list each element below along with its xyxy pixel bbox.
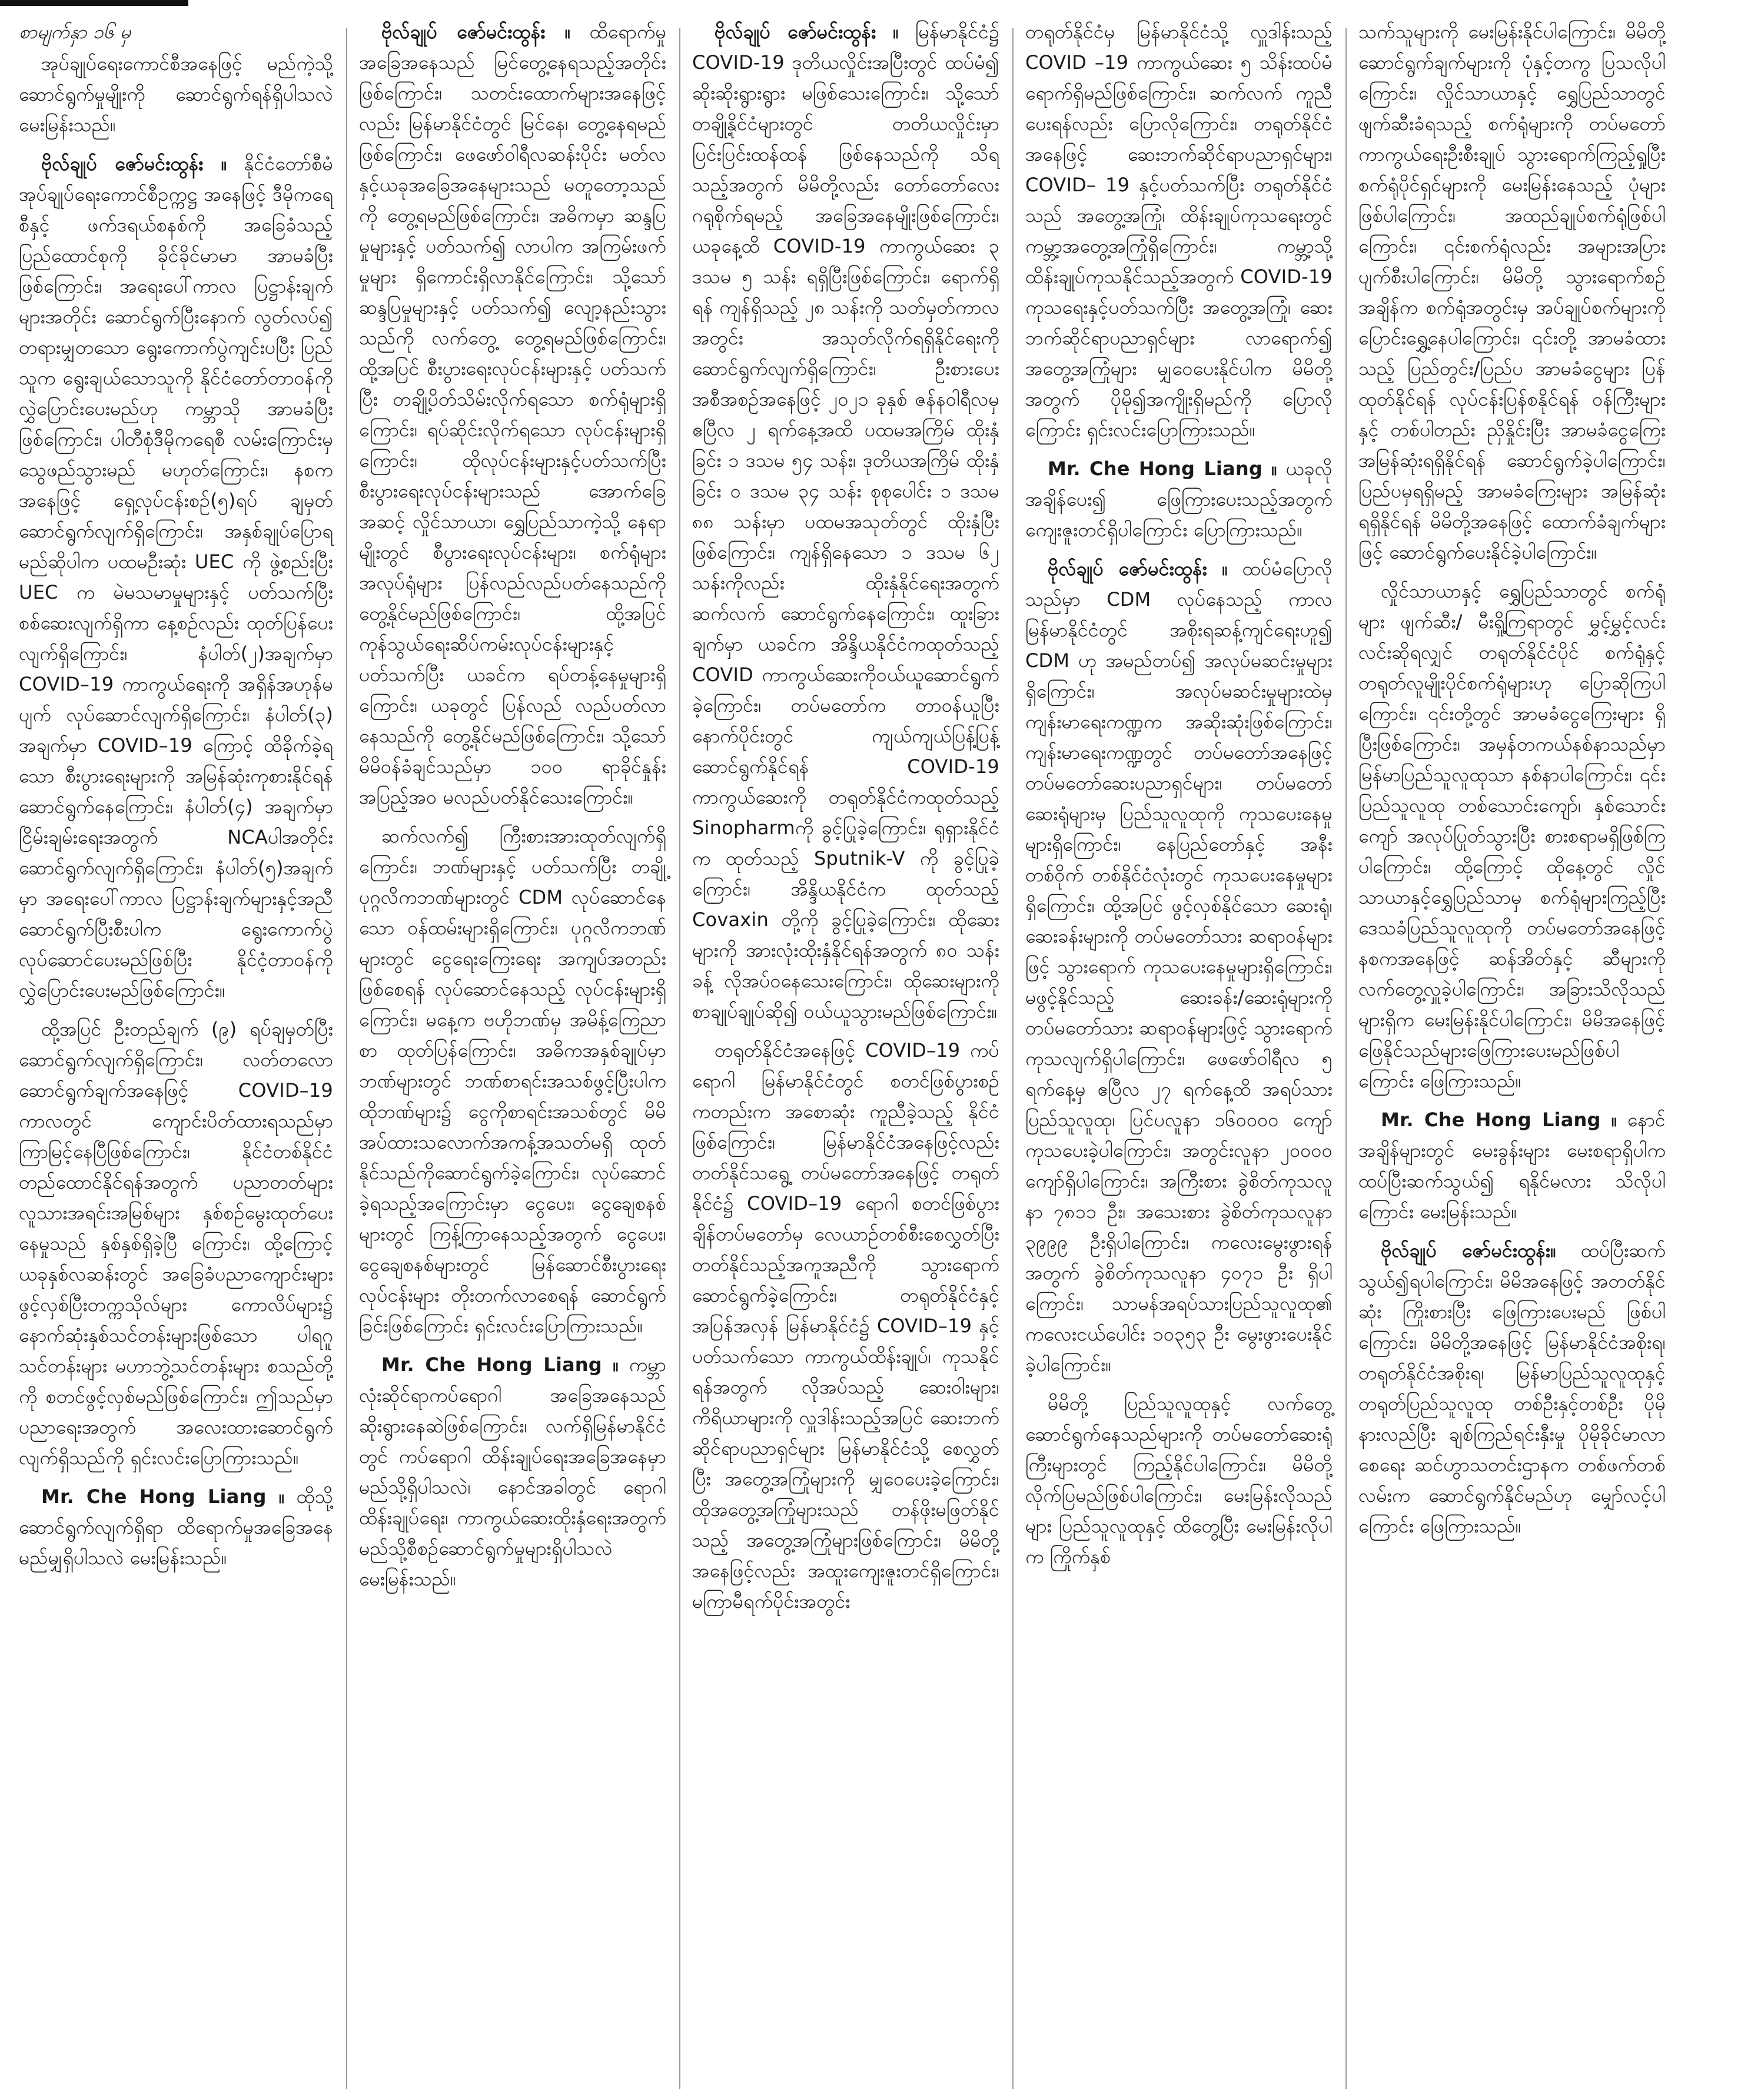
speaker-name: ဗိုလ်ချုပ် ဇော်မင်းထွန်း ။ [41, 152, 227, 175]
paragraph-text: ကမ္ဘာလုံးဆိုင်ရာကပ်ရောဂါ အခြေအနေသည် ဆိုးရွားနေဆဲဖြစ်ကြောင်း၊ လက်ရှိမြန်မာနိုင်ငံတွင် ကပ်ရောဂါ ထိန်းချုပ်ရေးအခြေအနေမှာ မည်သို့ရှိပါသလဲ၊ နောင်အခါတွင် ရောဂါထိန်းချုပ်ရေး၊ ကာကွယ်ဆေးထိုးနှံရေးအတွက် မည်သို့စီစဉ်ဆောင်ရွက်မှုများရှိပါသလဲ မေးမြန်းသည်။ [359, 1353, 666, 1590]
continued-from-label: စာမျက်နှာ ၁၆ မှ [19, 21, 131, 43]
speaker-name: ဗိုလ်ချုပ် ဇော်မင်းထွန်း ။ [715, 21, 899, 43]
article-paragraph [1025, 453, 1333, 545]
paragraph-text: ထိုသို့ ဆောင်ရွက်လျက်ရှိရာ ထိရောက်မှုအခြေအနေမည်မျှရှိပါသလဲ မေးမြန်းသည်။ [19, 1485, 334, 1569]
speaker-name: ဗိုလ်ချုပ် ဇော်မင်းထွန်း။ [1381, 1239, 1556, 1262]
article-paragraph [692, 1035, 999, 1617]
top-rule [0, 0, 188, 6]
article-paragraph [692, 16, 999, 1027]
article-paragraph [359, 16, 666, 812]
article-paragraph [1025, 1388, 1333, 1572]
article-paragraph [1358, 1104, 1666, 1227]
paragraph-text: သက်သူများကို မေးမြန်းနိုင်ပါကြောင်း၊ မိမိတို့ဆောင်ရွက်ချက်များကို ပုံနှင့်တကွ ပြသလိုပါကြောင်း၊ လှိုင်သာယာနှင့် ရွှေပြည်သာတွင် ဖျက်ဆီးခံရသည့် စက်ရုံများကို တပ်မတော်ကာကွယ်ရေးဦးစီးချုပ် သွားရောက်ကြည့်ရှုပြီး စက်ရုံပိုင်ရှင်များကို မေးမြန်းနေသည့် ပုံများဖြစ်ပါကြောင်း၊ အထည်ချုပ်စက်ရုံဖြစ်ပါကြောင်း၊ ၎င်းစက်ရုံလည်း အများအပြားပျက်စီးပါကြောင်း၊ မိမိတို့ သွားရောက်စဉ်အချိန်က စက်ရုံအတွင်းမှ အပ်ချုပ်စက်များကို ပြောင်းရွှေ့နေပါကြောင်း၊ ၎င်းတို့ အာမခံထားသည့် ပြည်တွင်း/ပြည်ပ အာမခံငွေများ ပြန်ထုတ်နိုင်ရန် လုပ်ငန်းပြန်စနိုင်ရန် ဝန်ကြီးများနှင့် တစ်ပါတည်း ညှိနှိုင်းပြီး အာမခံငွေကြေး အမြန်ဆုံးရရှိနိုင်ရန် ဆောင်ရွက်ခဲ့ပါကြောင်း၊ ပြည်ပမှရရှိမည့် အာမခံကြေးများ အမြန်ဆုံးရရှိနိုင်ရန် မိမိတို့အနေဖြင့် ထောက်ခံချက်များဖြင့် ဆောင်ရွက်ပေးနိုင်ခဲ့ပါကြောင်း။ [1358, 21, 1666, 563]
article-paragraph [1358, 1235, 1666, 1541]
speaker-name: Mr. Che Hong Liang ။ [381, 1353, 619, 1376]
column-3 [679, 16, 1012, 2089]
paragraph-text: နောင်အချိန်များတွင် မေးခွန်းများ မေးစရာရှိပါက ထပ်ပြီးဆက်သွယ်၍ ရနိုင်မလား သိလိုပါကြောင်း မေးမြန်းသည်။ [1358, 1109, 1666, 1223]
column-2 [346, 16, 679, 2089]
article-paragraph [1025, 553, 1333, 1380]
speaker-name: Mr. Che Hong Liang ။ [41, 1485, 285, 1508]
paragraph-text: ထိရောက်မှုအခြေအနေသည် မြင်တွေ့နေရသည့်အတိုင်းဖြစ်ကြောင်း၊ သတင်းထောက်များအနေဖြင့်လည်း မြန်မာနိုင်ငံတွင် မြင်နေ၊ တွေ့နေရမည်ဖြစ်ကြောင်း၊ ဖေဖော်ဝါရီလဆန်းပိုင်း မတ်လနှင့်ယခုအခြေအနေများသည် မတူတော့သည်ကို တွေ့ရမည်ဖြစ်ကြောင်း၊ အဓိကမှာ ဆန္ဒပြမှုများနှင့် ပတ်သက်၍ လာပါက အကြမ်းဖက်မှုများ ရှိကောင်းရှိလာနိုင်ကြောင်း၊ သို့သော် ဆန္ဒပြမှုများနှင့် ပတ်သက်၍ လျော့နည်းသွားသည်ကို လက်တွေ့ တွေ့ရမည်ဖြစ်ကြောင်း၊ ထို့အပြင် စီးပွားရေးလုပ်ငန်းများနှင့် ပတ်သက်ပြီး တချို့ပိတ်သိမ်းလိုက်ရသော စက်ရုံများရှိကြောင်း၊ ရပ်ဆိုင်းလိုက်ရသော လုပ်ငန်းများရှိကြောင်း၊ ထိုလုပ်ငန်းများနှင့်ပတ်သက်ပြီး စီးပွားရေးလုပ်ငန်းများသည် အောက်ခြေအဆင့် လှိုင်သာယာ၊ ရွှေပြည်သာကဲ့သို့ နေရာမျိုးတွင် စီပွားရေးလုပ်ငန်းများ၊ စက်ရုံများ အလုပ်ရုံများ ပြန်လည်လည်ပတ်နေသည်ကို တွေ့နိုင်မည်ဖြစ်ကြောင်း၊ ထို့အပြင် ကုန်သွယ်ရေးဆိပ်ကမ်းလုပ်ငန်းများနှင့် ပတ်သက်ပြီး ယခင်က ရပ်တန့်နေမှုများရှိကြောင်း၊ ယခုတွင် ပြန်လည် လည်ပတ်လာနေသည်ကို တွေ့နိုင်မည်ဖြစ်ကြောင်း၊ သို့သော် မိမိဝန်ခံချင်သည်မှာ ၁၀၀ ရာခိုင်နှုန်း အပြည့်အဝ မလည်ပတ်နိုင်သေးကြောင်း။ [359, 21, 666, 808]
article-paragraph [19, 148, 333, 1006]
article-paragraph [359, 821, 666, 1341]
speaker-name: ဗိုလ်ချုပ် ဇော်မင်းထွန်း ။ [381, 21, 571, 43]
paragraph-text: ထပ်ပြီးဆက်သွယ်၍ရပါကြောင်း၊ မိမိအနေဖြင့် အတတ်နိုင်ဆုံး ကြိုးစားပြီး ဖြေကြားပေးမည် ဖြစ်ပါကြောင်း၊ မိမိတို့အနေဖြင့် မြန်မာနိုင်ငံအစိုးရ၊ တရုတ်နိုင်ငံအစိုးရ၊ မြန်မာပြည်သူလူထုနှင့် တရုတ်ပြည်သူလူထု တစ်ဦးနှင့်တစ်ဦး ပိုမိုနားလည်ပြီး ချစ်ကြည်ရင်းနှီးမှု ပိုမိုခိုင်မာလာစေရေး ဆင်ဟွာသတင်းဌာနက တစ်ဖက်တစ်လမ်းက ဆောင်ရွက်နိုင်မည်ဟု မျှော်လင့်ပါကြောင်း ဖြေကြားသည်။ [1358, 1239, 1666, 1537]
article-paragraph [359, 1349, 666, 1594]
article-paragraph [1358, 576, 1666, 1096]
paragraph-text: ထပ်မံပြောလိုသည်မှာ CDM လုပ်နေသည့် ကာလ မြန်မာနိုင်ငံတွင် အစိုးရဆန့်ကျင်ရေးဟူ၍ CDM ဟု အမည်တပ်၍ အလုပ်မဆင်းမှုများရှိကြောင်း၊ အလုပ်မဆင်းမှုများထဲမှ ကျန်းမာရေးကဏ္ဍက အဆိုးဆုံးဖြစ်ကြောင်း၊ ကျန်းမာရေးကဏ္ဍတွင် တပ်မတော်အနေဖြင့် တပ်မတော်ဆေးပညာရှင်များ၊ တပ်မတော်ဆေးရုံများမှ ပြည်သူလူထုကို ကုသပေးနေမှုများရှိကြောင်း၊ နေပြည်တော်နှင့် အနီးတစ်ဝိုက် တစ်နိုင်ငံလုံးတွင် ကုသပေးနေမှုများရှိကြောင်း၊ ထို့အပြင် ဖွင့်လှစ်နိုင်သော ဆေးရုံ၊ ဆေးခန်းများကို တပ်မတော်သား ဆရာဝန်များဖြင့် သွားရောက် ကုသပေးနေမှုများရှိကြောင်း၊ မဖွင့်နိုင်သည့် ဆေးခန်း/ဆေးရုံများကို တပ်မတော်သား ဆရာဝန်များဖြင့် သွားရောက်ကုသလျက်ရှိပါကြောင်း၊ ဖေဖော်ဝါရီလ ၅ ရက်နေ့မှ ဧပြီလ ၂၇ ရက်နေ့ထိ အရပ်သား ပြည်သူလူထု၊ ပြင်ပလူနာ ၁၆၀၀၀၀ ကျော် ကုသပေးခဲ့ပါကြောင်း၊ အတွင်းလူနာ ၂၀၀၀၀ ကျော်ရှိပါကြောင်း၊ အကြီးစား ခွဲစိတ်ကုသလူနာ ၇၈၁၁ ဦး၊ အသေးစား ခွဲစိတ်ကုသလူနာ ၃၉၉၉ ဦးရှိပါကြောင်း၊ ကလေးမွေးဖွားရန်အတွက် ခွဲစိတ်ကုသလူနာ ၄၀၇၁ ဦး ရှိပါကြောင်း၊ သာမန်အရပ်သားပြည်သူလူထု၏ ကလေးငယ်ပေါင်း ၁၀၃၅၃ ဦး မွေးဖွားပေးနိုင်ခဲ့ပါကြောင်း။ [1025, 558, 1333, 1376]
paragraph-text: နိုင်ငံတော်စီမံအုပ်ချုပ်ရေးကောင်စီဥက္ကဋ္ဌ အနေဖြင့် ဒီမိုကရေစီနှင့် ဖက်ဒရယ်စနစ်ကို အခြေခံသည့် ပြည်ထောင်စုကို ခိုင်ခိုင်မာမာ အာမခံပြီးဖြစ်ကြောင်း၊ အရေးပေါ်ကာလ ပြဋ္ဌာန်းချက်များအတိုင်း ဆောင်ရွက်ပြီးနောက် လွတ်လပ်၍ တရားမျှတသော ရွေးကောက်ပွဲကျင်းပပြီး ပြည်သူက ရွေးချယ်သောသူကို နိုင်ငံတော်တာဝန်ကို လွှဲပြောင်းပေးမည်ဟု ကမ္ဘာသို အာမခံပြီးဖြစ်ကြောင်း၊ ပါတီစုံဒီမိုကရေစီ လမ်းကြောင်းမှ သွေဖည်သွားမည် မဟုတ်ကြောင်း၊ နစကအနေဖြင့် ရှေ့လုပ်ငန်းစဉ်(၅)ရပ် ချမှတ် ဆောင်ရွက်လျက်ရှိကြောင်း၊ အနှစ်ချုပ်ပြောရမည်ဆိုပါက ပထမဦးဆုံး UEC ကို ဖွဲ့စည်းပြီး UEC က မဲမသမာမှုများနှင့် ပတ်သက်ပြီး စစ်ဆေးလျက်ရှိကာ နေ့စဉ်လည်း ထုတ်ပြန်ပေးလျက်ရှိကြောင်း၊ နံပါတ်(၂)အချက်မှာ COVID–19 ကာကွယ်ရေးကို အရှိန်အဟုန်မပျက် လုပ်ဆောင်လျက်ရှိကြောင်း၊ နံပါတ်(၃) အချက်မှာ COVID–19 ကြောင့် ထိခိုက်ခဲ့ရသော စီးပွားရေးများကို အမြန်ဆုံးကုစားနိုင်ရန် ဆောင်ရွက်နေကြောင်း၊ နံပါတ်(၄) အချက်မှာ ငြိမ်းချမ်းရေးအတွက် NCAပါအတိုင်း ဆောင်ရွက်လျက်ရှိကြောင်း၊ နံပါတ်(၅)အချက်မှာ အရေးပေါ်ကာလ ပြဋ္ဌာန်းချက်များနှင့်အညီ ဆောင်ရွက်ပြီးစီးပါက ရွေးကောက်ပွဲ လုပ်ဆောင်ပေးမည်ဖြစ်ပြီး နိုင်ငံ့တာဝန်ကို လွှဲပြောင်းပေးမည်ဖြစ်ကြောင်း။ [19, 152, 333, 1001]
column-4 [1012, 16, 1345, 2089]
speaker-name: Mr. Che Hong Liang ။ [1381, 1109, 1617, 1131]
paragraph-text: ယခုလို အချိန်ပေး၍ ဖြေကြားပေးသည့်အတွက် ကျေးဇူးတင်ရှိပါကြောင်း ပြောကြားသည်။ [1025, 457, 1333, 541]
paragraph-text: အုပ်ချုပ်ရေးကောင်စီအနေဖြင့် မည်ကဲ့သို့ ဆောင်ရွက်မှုမျိုးကို ဆောင်ရွက်ရန်ရှိပါသလဲ မေးမြန်းသည်။ [19, 52, 333, 136]
column-5 [1345, 16, 1679, 2089]
article-paragraph [1025, 16, 1333, 445]
column-1 [13, 16, 346, 2089]
paragraph-text: မြန်မာနိုင်ငံ၌ COVID-19 ဒုတိယလှိုင်းအပြီးတွင် ထပ်မံ၍ ဆိုးဆိုးရွားရွား မဖြစ်သေးကြောင်း၊ သို့သော် တချို့နိုင်ငံများတွင် တတိယလှိုင်းမှာ ပြင်းပြင်းထန်ထန် ဖြစ်နေသည်ကို သိရသည့်အတွက် မိမိတို့လည်း တော်တော်လေး ဂရုစိုက်ရမည့် အခြေအနေမျိုးဖြစ်ကြောင်း၊ ယခုနေ့ထိ COVID-19 ကာကွယ်ဆေး ၃ ဒသမ ၅ သန်း ရရှိပြီးဖြစ်ကြောင်း၊ ရောက်ရှိရန် ကျန်ရှိသည့် ၂၈ သန်းကို သတ်မှတ်ကာလအတွင်း အသုတ်လိုက်ရရှိနိုင်ရေးကို ဆောင်ရွက်လျက်ရှိကြောင်း၊ ဦးစားပေး အစီအစဉ်အနေဖြင့် ၂၀၂၁ ခုနှစ် ဇန်နဝါရီလမှ ဧပြီလ ၂ ရက်နေ့အထိ ပထမအကြိမ် ထိုးနှံခြင်း ၁ ဒသမ ၅၄ သန်း၊ ဒုတိယအကြိမ် ထိုးနှံခြင်း ၀ ဒသမ ၃၄ သန်း စုစုပေါင်း ၁ ဒသမ ၈၈ သန်းမှာ ပထမအသုတ်တွင် ထိုးနှံပြီးဖြစ်ကြောင်း၊ ကျန်ရှိနေသော ၁ ဒသမ ၆၂ သန်းကိုလည်း ထိုးနှံနိုင်ရေးအတွက် ဆက်လက် ဆောင်ရွက်နေကြောင်း၊ ထူးခြားချက်မှာ ယခင်က အိန္ဒိယနိုင်ငံကထုတ်သည့် COVID ကာကွယ်ဆေးကိုဝယ်ယူဆောင်ရွက်ခဲ့ကြောင်း၊ တပ်မတော်က တာဝန်ယူပြီး နောက်ပိုင်းတွင် ကျယ်ကျယ်ပြန့်ပြန့် ဆောင်ရွက်နိုင်ရန် COVID-19 ကာကွယ်ဆေးကို တရုတ်နိုင်ငံကထုတ်သည့် Sinopharmကို ခွင့်ပြုခဲ့ကြောင်း၊ ရုရှားနိုင်ငံက ထုတ်သည့် Sputnik-V ကို ခွင့်ပြုခဲ့ကြောင်း၊ အိန္ဒိယနိုင်ငံက ထုတ်သည့် Covaxin တို့ကို ခွင့်ပြုခဲ့ကြောင်း၊ ထိုဆေးများကို အားလုံးထိုးနှံနိုင်ရန်အတွက် ၈၀ သန်းခန့် လိုအပ်ဝနေသေးကြောင်း၊ ထိုဆေးများကို စာချုပ်ချုပ်ဆို၍ ဝယ်ယူသွားမည်ဖြစ်ကြောင်း။ [692, 21, 999, 1023]
paragraph-text: ဆက်လက်၍ ကြီးစားအားထုတ်လျက်ရှိကြောင်း၊ ဘဏ်များနှင့် ပတ်သက်ပြီး တချို့ပုဂ္ဂလိကဘဏ်များတွင် CDM လုပ်ဆောင်နေသော ဝန်ထမ်းများရှိကြောင်း၊ ပုဂ္ဂလိကဘဏ်များတွင် ငွေရေးကြေးရေး အကျပ်အတည်းဖြစ်စေရန် လုပ်ဆောင်နေသည့် လုပ်ငန်းများရှိကြောင်း၊ မနေ့က ဗဟိုဘဏ်မှ အမိန့်ကြေညာစာ ထုတ်ပြန်ကြောင်း၊ အဓိကအနှစ်ချုပ်မှာ ဘဏ်များတွင် ဘဏ်စာရင်းအသစ်ဖွင့်ပြီးပါက ထိုဘဏ်များ၌ ငွေကိုစာရင်းအသစ်တွင် မိမိအပ်ထားသလောက်အကန့်အသတ်မရှိ ထုတ်နိုင်သည်ကိုဆောင်ရွက်ခဲ့ကြောင်း၊ လုပ်ဆောင်ခဲ့ရသည့်အကြောင်းမှာ ငွေပေး၊ ငွေချေစနစ်များတွင် ကြန့်ကြာနေသည့်အတွက် ငွေပေး၊ ငွေချေစနစ်များတွင် မြန်ဆောင်စီးပွားရေးလုပ်ငန်းများ တိုးတက်လာစေရန် ဆောင်ရွက်ခြင်းဖြစ်ကြောင်း ရှင်းလင်းပြောကြားသည်။ [359, 825, 666, 1337]
speaker-name: ဗိုလ်ချုပ် ဇော်မင်းထွန်း ။ [1048, 558, 1228, 580]
article-paragraph [19, 1481, 333, 1573]
article-paragraph [19, 1014, 333, 1473]
newspaper-page [13, 16, 1728, 2089]
article-paragraph [1358, 16, 1666, 568]
paragraph-text: ထို့အပြင် ဦးတည်ချက် (၉) ရပ်ချမှတ်ပြီး ဆောင်ရွက်လျက်ရှိကြောင်း၊ လတ်တလော ဆောင်ရွက်ချက်အနေဖြင့် COVID–19 ကာလတွင် ကျောင်းပိတ်ထားရသည်မှာ ကြာမြင့်နေပြီဖြစ်ကြောင်း၊ နိုင်ငံတစ်နိုင်ငံ တည်ထောင်နိုင်ရန်အတွက် ပညာတတ်များ လူသားအရင်းအမြစ်များ နှစ်စဉ်မွေးထုတ်ပေးနေမှုသည် နှစ်နှစ်ရှိခဲ့ပြီ ကြောင်း၊ ထို့ကြောင့် ယခုနှစ်လဆန်းတွင် အခြေခံပညာကျောင်းများ ဖွင့်လှစ်ပြီးတက္ကသိုလ်များ ကောလိပ်များ၌ နောက်ဆုံးနှစ်သင်တန်းများဖြစ်သော ပါရဂူသင်တန်းများ မဟာဘွဲ့သင်တန်းများ စသည်တို့ကို စတင်ဖွင့်လှစ်မည်ဖြစ်ကြောင်း၊ ဤသည်မှာ ပညာရေးအတွက် အလေးထားဆောင်ရွက်လျက်ရှိသည်ကို ရှင်းလင်းပြောကြားသည်။ [19, 1018, 333, 1469]
speaker-name: Mr. Che Hong Liang ။ [1048, 457, 1278, 480]
paragraph-text: မိမိတို့ ပြည်သူလူထုနှင့် လက်တွေ့ဆောင်ရွက်နေသည်များကို တပ်မတော်ဆေးရုံကြီးများတွင် ကြည့်နိုင်ပါကြောင်း၊ မိမိတို့ လိုက်ပြမည်ဖြစ်ပါကြောင်း၊ မေးမြန်းလိုသည်များ ပြည်သူလူထုနှင့် ထိတွေ့ပြီး မေးမြန်းလိုပါက ကြိုက်နှစ် [1025, 1392, 1333, 1568]
paragraph-text: တရုတ်နိုင်ငံမှ မြန်မာနိုင်ငံသို့ လှူဒါန်းသည့် COVID –19 ကာကွယ်ဆေး ၅ သိန်းထပ်မံရောက်ရှိမည်ဖြစ်ကြောင်း၊ ဆက်လက် ကူညီပေးရန်လည်း ပြောလိုကြောင်း၊ တရုတ်နိုင်ငံအနေဖြင့် ဆေးဘက်ဆိုင်ရာပညာရှင်များ၊ COVID– 19 နှင့်ပတ်သက်ပြီး တရုတ်နိုင်ငံသည် အတွေ့အကြုံ၊ ထိန်းချုပ်ကုသရေးတွင် ကမ္ဘာ့အတွေ့အကြုံရှိကြောင်း၊ ကမ္ဘာ့သို့ ထိန်းချုပ်ကုသနိုင်သည့်အတွက် COVID-19 ကုသရေးနှင့်ပတ်သက်ပြီး အတွေ့အကြုံ၊ ဆေးဘက်ဆိုင်ရာပညာရှင်များ လာရောက်၍ အတွေ့အကြုံများ မျှဝေပေးနိုင်ပါက မိမိတို့အတွက် ပိုမို၍အကျိုးရှိမည်ကို ပြောလိုကြောင်း ရှင်းလင်းပြောကြားသည်။ [1025, 21, 1333, 441]
paragraph-text: လှိုင်သာယာနှင့် ရွှေပြည်သာတွင် စက်ရုံများ ဖျက်ဆီး/ မီးရှို့ကြရာတွင် မွှင့်မွှင့်လင်းလင်းဆိုရလျှင် တရုတ်နိုင်ငံပိုင် စက်ရုံနှင့် တရုတ်လူမျိုးပိုင်စက်ရုံများဟု ပြောဆိုကြပါကြောင်း၊ ၎င်းတို့တွင် အာမခံငွေကြေးများ ရှိပြီးဖြစ်ကြောင်း၊ အမှန်တကယ်နစ်နာသည်မှာ မြန်မာပြည်သူလူထုသာ နစ်နာပါကြောင်း၊ ၎င်းပြည်သူလူထု တစ်သောင်းကျော်၊ နှစ်သောင်းကျော် အလုပ်ပြုတ်သွားပြီး စားစရာမရှိဖြစ်ကြပါကြောင်း၊ ထို့ကြောင့် ထိုနေ့တွင် လှိုင်သာယာနှင့်ရွှေပြည်သာမှ စက်ရုံများကြည့်ပြီး ဒေသခံပြည်သူလူထုကို တပ်မတော်အနေဖြင့် နစကအနေဖြင့် ဆန်အိတ်နှင့် ဆီများကို လက်တွေ့လှူခဲ့ပါကြောင်း၊ အခြားသိလိုသည်များရှိက မေးမြန်းနိုင်ပါကြောင်း၊ မိမိအနေဖြင့် ဖြေနိုင်သည်များဖြေကြားပေးမည်ဖြစ်ပါကြောင်း ဖြေကြားသည်။ [1358, 580, 1666, 1092]
article-paragraph [19, 48, 333, 140]
paragraph-text: တရုတ်နိုင်ငံအနေဖြင့် COVID–19 ကပ်ရောဂါ မြန်မာနိုင်ငံတွင် စတင်ဖြစ်ပွားစဉ်ကတည်းက အစောဆုံး ကူညီခဲ့သည့် နိုင်ငံဖြစ်ကြောင်း၊ မြန်မာနိုင်ငံအနေဖြင့်လည်း တတ်နိုင်သရွေ့ တပ်မတော်အနေဖြင့် တရုတ်နိုင်ငံ၌ COVID–19 ရောဂါ စတင်ဖြစ်ပွားချိန်တပ်မတော်မှ လေယာဉ်တစ်စီးစေလွှတ်ပြီး တတ်နိုင်သည့်အကူအညီကို သွားရောက်ဆောင်ရွက်ခဲ့ကြောင်း၊ တရုတ်နိုင်ငံနှင့် အပြန်အလှန် မြန်မာနိုင်ငံ၌ COVID–19 နှင့်ပတ်သက်သော ကာကွယ်ထိန်းချုပ်၊ ကုသနိုင်ရန်အတွက် လိုအပ်သည့် ဆေးဝါးများ၊ ကိရိယာများကို လှူဒါန်းသည့်အပြင် ဆေးဘက်ဆိုင်ရာပညာရှင်များ မြန်မာနိုင်ငံသို့ စေလွှတ်ပြီး အတွေ့အကြုံများကို မျှဝေပေးခဲ့ကြောင်း၊ ထိုအတွေ့အကြုံများသည် တန်ဖိုးမဖြတ်နိုင်သည့် အတွေ့အကြုံများဖြစ်ကြောင်း၊ မိမိတို့အနေဖြင့်လည်း အထူးကျေးဇူးတင်ရှိကြောင်း၊ မကြာမီရက်ပိုင်းအတွင်း [692, 1039, 999, 1613]
